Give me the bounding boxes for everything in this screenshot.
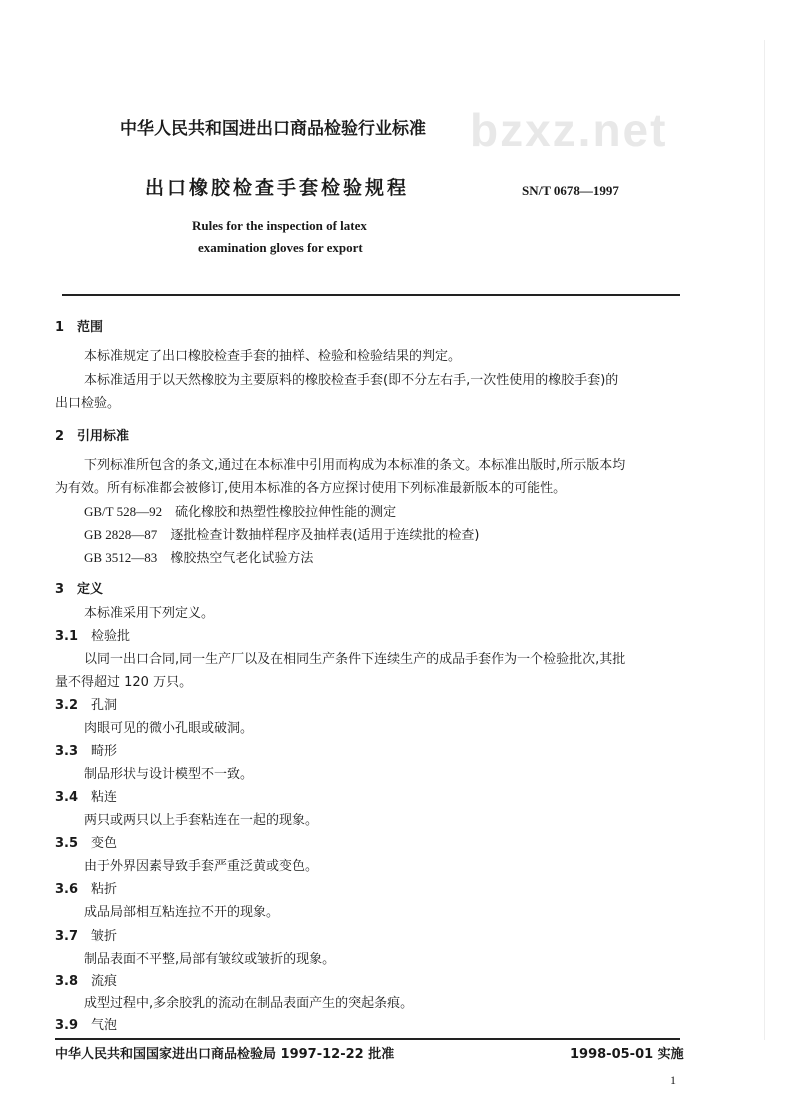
paragraph: 为有效。所有标准都会被修订,使用本标准的各方应探讨使用下列标准最新版本的可能性。 xyxy=(55,481,567,496)
section-2-heading: 2 引用标准 xyxy=(55,429,130,444)
definition-heading xyxy=(55,744,117,760)
reference-title: 橡胶热空气老化试验方法 xyxy=(170,551,314,566)
definition-text: 成品局部相互粘连拉不开的现象。 xyxy=(84,905,280,920)
definition-text: 肉眼可见的微小孔眼或破洞。 xyxy=(84,721,254,736)
definition-number: 3.2 xyxy=(55,698,79,713)
paragraph: 本标准采用下列定义。 xyxy=(84,606,215,621)
footer-rule xyxy=(55,1038,680,1040)
definition-heading xyxy=(55,790,117,806)
approval-line: 中华人民共和国国家进出口商品检验局 1997-12-22 批准 xyxy=(55,1047,395,1062)
paragraph: 本标准规定了出口橡胶检查手套的抽样、检验和检验结果的判定。 xyxy=(84,349,462,364)
paragraph: 出口检验。 xyxy=(55,396,121,411)
definition-text: 成型过程中,多余胶乳的流动在制品表面产生的突起条痕。 xyxy=(84,996,414,1011)
reference-code: GB 2828—87 xyxy=(84,527,158,542)
reference-title: 逐批检查计数抽样程序及抽样表(适用于连续批的检查) xyxy=(170,528,480,543)
definition-text: 以同一出口合同,同一生产厂以及在相同生产条件下连续生产的成品手套作为一个检验批次,其批 xyxy=(84,652,626,667)
reference-title: 硫化橡胶和热塑性橡胶拉伸性能的测定 xyxy=(175,505,397,520)
paragraph: 本标准适用于以天然橡胶为主要原料的橡胶检查手套(即不分左右手,一次性使用的橡胶手套)的 xyxy=(84,373,619,388)
paragraph: 下列标准所包含的条文,通过在本标准中引用而构成为本标准的条文。本标准出版时,所示版本均 xyxy=(84,458,626,473)
definition-heading xyxy=(55,629,130,645)
definition-heading xyxy=(55,698,117,714)
english-title-line2: examination gloves for export xyxy=(198,240,363,255)
definition-number: 3.9 xyxy=(55,1018,79,1033)
definition-term: 粘折 xyxy=(91,882,118,897)
definition-text: 量不得超过 120 万只。 xyxy=(55,675,193,690)
header-rule xyxy=(62,294,680,296)
definition-number: 3.6 xyxy=(55,882,79,897)
definition-heading xyxy=(55,1018,117,1034)
definition-number: 3.7 xyxy=(55,929,79,944)
definition-text: 制品形状与设计模型不一致。 xyxy=(84,767,254,782)
reference-item xyxy=(84,527,479,544)
definition-number: 3.3 xyxy=(55,744,79,759)
standard-category: 中华人民共和国进出口商品检验行业标准 xyxy=(120,119,426,139)
section-1-heading: 1 范围 xyxy=(55,320,104,335)
definition-heading xyxy=(55,836,117,852)
reference-item xyxy=(84,504,396,521)
definition-term: 畸形 xyxy=(91,744,118,759)
definition-heading xyxy=(55,929,117,945)
definition-term: 皱折 xyxy=(91,929,118,944)
definition-number: 3.4 xyxy=(55,790,79,805)
definition-heading xyxy=(55,882,117,898)
section-3-heading: 3 定义 xyxy=(55,582,104,597)
definition-term: 变色 xyxy=(91,836,118,851)
watermark: bzxz.net xyxy=(470,104,668,156)
definition-term: 孔洞 xyxy=(91,698,118,713)
definition-text: 两只或两只以上手套粘连在一起的现象。 xyxy=(84,813,319,828)
english-title-line1: Rules for the inspection of latex xyxy=(192,218,367,233)
document-title: 出口橡胶检查手套检验规程 xyxy=(145,177,410,199)
definition-text: 制品表面不平整,局部有皱纹或皱折的现象。 xyxy=(84,952,336,967)
definition-number: 3.5 xyxy=(55,836,79,851)
reference-code: GB/T 528—92 xyxy=(84,504,163,519)
page-number: 1 xyxy=(670,1073,676,1087)
definition-number: 3.8 xyxy=(55,974,79,989)
definition-term: 检验批 xyxy=(91,629,131,644)
definition-text: 由于外界因素导致手套严重泛黄或变色。 xyxy=(84,859,319,874)
definition-term: 气泡 xyxy=(91,1018,118,1033)
reference-code: GB 3512—83 xyxy=(84,550,158,565)
definition-term: 粘连 xyxy=(91,790,118,805)
definition-number: 3.1 xyxy=(55,629,79,644)
effective-date: 1998-05-01 实施 xyxy=(570,1047,684,1062)
definition-heading xyxy=(55,974,117,990)
definition-term: 流痕 xyxy=(91,974,118,989)
scan-edge xyxy=(764,40,765,1040)
standard-number: SN/T 0678—1997 xyxy=(522,183,619,198)
reference-item xyxy=(84,550,313,567)
